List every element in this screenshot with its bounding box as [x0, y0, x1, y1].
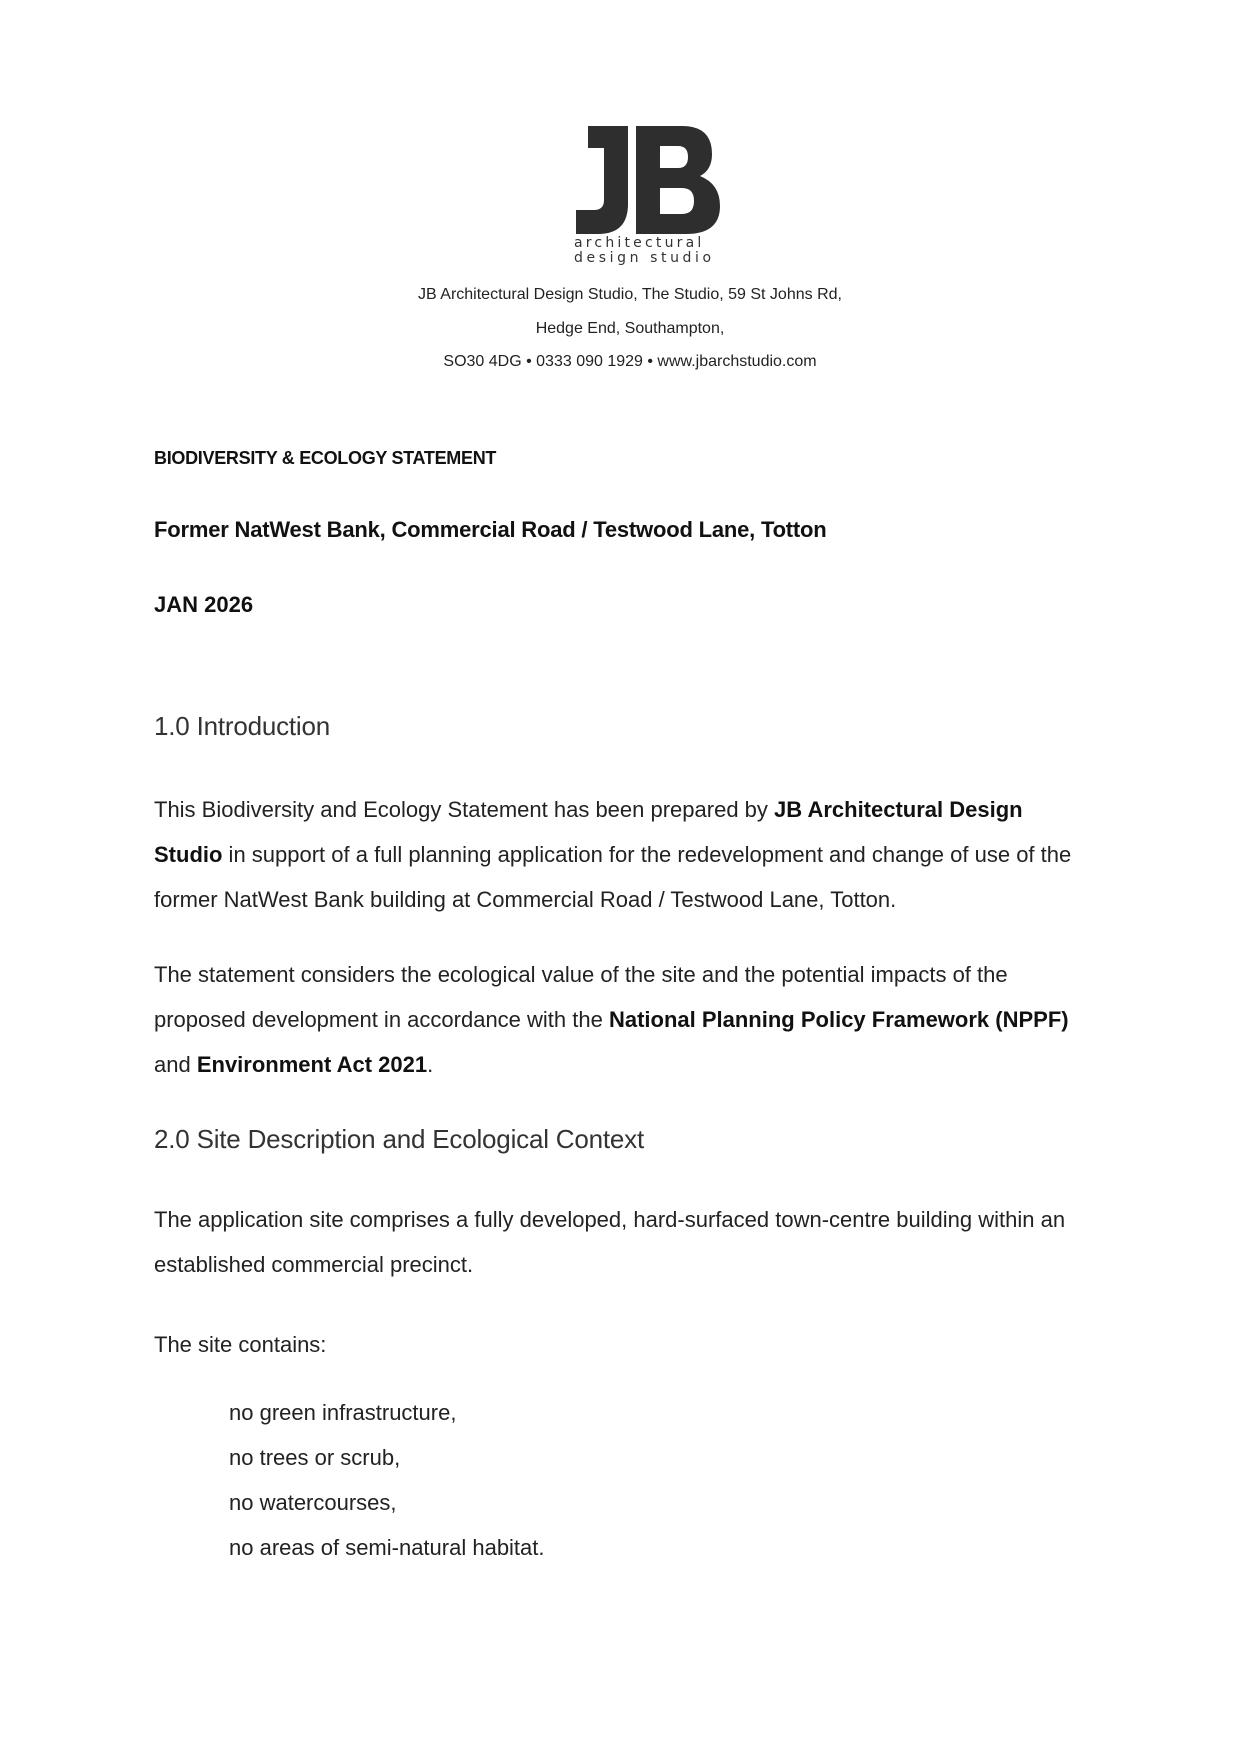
text-run: and — [154, 1052, 197, 1077]
text-run: . — [427, 1052, 434, 1077]
bold-run: Environment Act 2021 — [196, 1052, 428, 1077]
section-title-site-description: 2.0 Site Description and Ecological Context — [154, 1124, 645, 1154]
address-line-1: JB Architectural Design Studio, The Studio, 59 St Johns Rd, — [418, 286, 842, 303]
document-type: BIODIVERSITY & ECOLOGY STATEMENT — [154, 448, 497, 468]
text-run: The statement considers the ecological value of the site and the potential impacts of the proposed development in accordance with the — [154, 962, 1008, 1032]
site-paragraph-1: The application site comprises a fully developed, hard-surfaced town-centre building within an established commercial precinct. — [154, 1207, 1066, 1277]
site-paragraph-2: The site contains: — [154, 1332, 327, 1357]
site-contents-list — [229, 1397, 545, 1577]
document-site-title: Former NatWest Bank, Commercial Road / Testwood Lane, Totton — [154, 517, 827, 542]
text-run: This Biodiversity and Ecology Statement has been prepared by — [154, 797, 775, 822]
intro-paragraph-1 — [154, 787, 1094, 922]
section-title-introduction: 1.0 Introduction — [154, 711, 331, 741]
list-item: no trees or scrub, — [229, 1445, 401, 1470]
jb-monogram-icon — [574, 126, 724, 234]
list-item: no watercourses, — [229, 1490, 397, 1515]
address-line-2: Hedge End, Southampton, — [535, 320, 725, 337]
list-item: no green infrastructure, — [229, 1400, 457, 1425]
intro-paragraph-2 — [154, 952, 1094, 1087]
address-line-3: SO30 4DG • 0333 090 1929 • www.jbarchstudio.com — [443, 353, 817, 370]
text-run: in support of a full planning application for the redevelopment and change of use of the former NatWest Bank building at Commercial Road / Testwood Lane, Totton. — [154, 842, 1072, 912]
logo-tagline — [574, 236, 724, 266]
company-logo — [574, 126, 724, 272]
logo-tagline-line2: design studio — [574, 250, 715, 266]
logo-tagline-line1: architectural — [574, 235, 705, 251]
bold-run: National Planning Policy Framework (NPPF) — [608, 1007, 1069, 1032]
list-item: no areas of semi-natural habitat. — [229, 1535, 545, 1560]
bold-run: JB Architectural Design Studio — [154, 797, 1023, 867]
document-date: JAN 2026 — [154, 592, 254, 617]
